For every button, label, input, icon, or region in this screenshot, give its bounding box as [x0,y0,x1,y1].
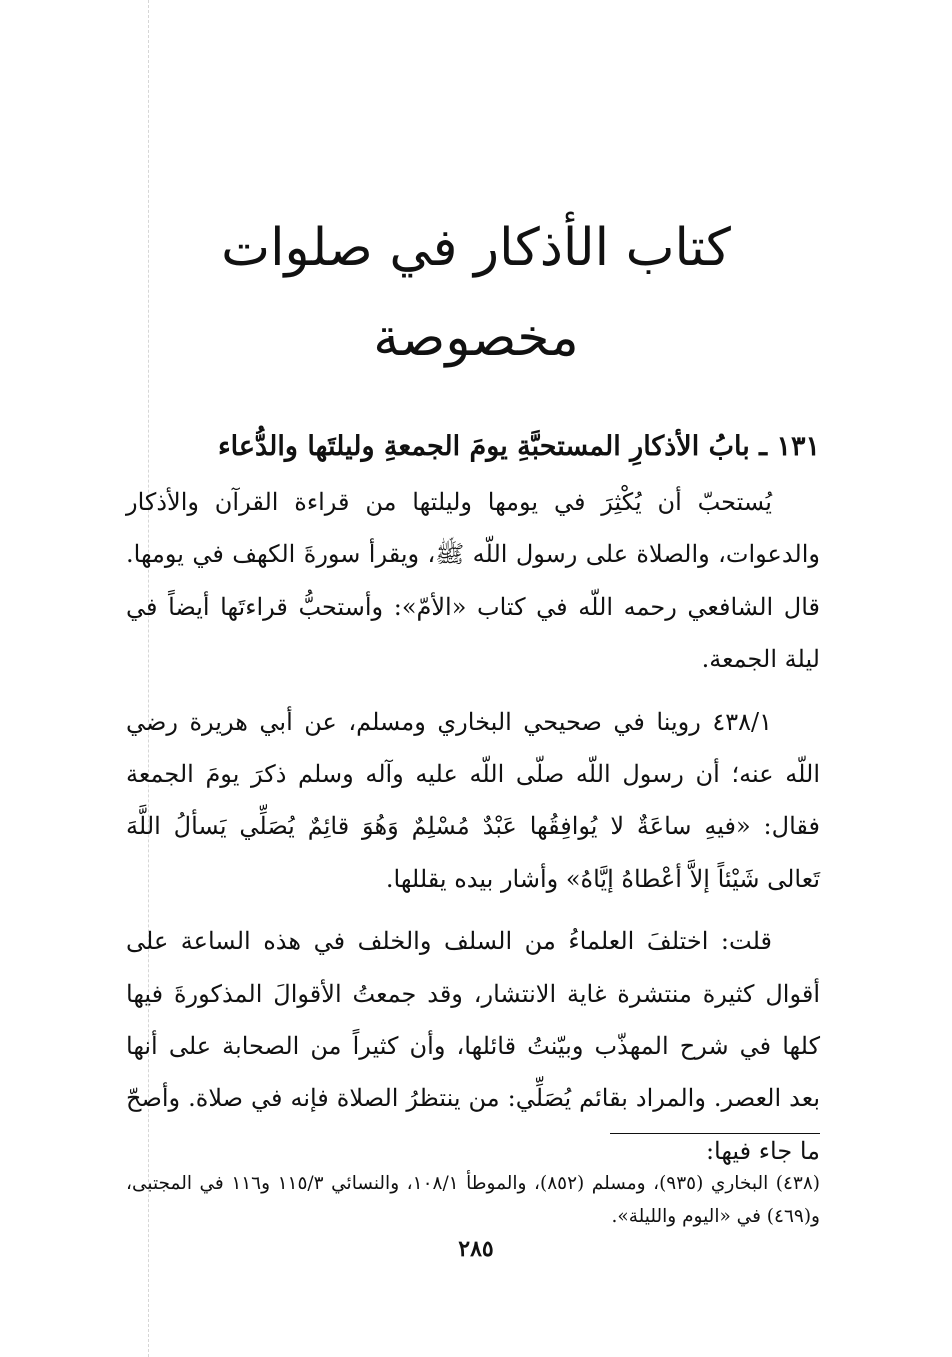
paragraph-hadith: ٤٣٨/١ روينا في صحيحي البخاري ومسلم، عن أبي هريرة رضي اللّه عنه؛ أن رسول اللّه صلّى اللّه عليه وآله وسلم ذكرَ يومَ الجمعة فقال: «فيهِ ساعَةٌ لا يُوافِقُها عَبْدٌ مُسْلِمٌ وَهُوَ قائِمٌ يُصَلِّي يَسألُ اللَّهَ تَعالى شَيْئاً إلاَّ أعْطاهُ إيَّاهُ» وأشار بيده يقللها. [126,707,820,893]
chapter-body [126,424,820,1177]
book-title: كتاب الأذكار في صلوات مخصوصة [221,217,731,368]
paragraph-commentary: قلت: اختلفَ العلماءُ من السلف والخلف في هذه الساعة على أقوال كثيرة منتشرة غاية الانتشار، وقد جمعتُ الأقوالَ المذكورةَ فيها كلها في شرح المهذّب وبيّنتُ قائلها، وأن كثيراً من الصحابة على أنها بعد العصر. والمراد بقائم يُصَلِّي: من ينتظرُ الصلاة فإنه في صلاة. وأصحّ ما جاء فيها: [126,927,820,1165]
chapter-heading: ١٣١ ـ بابُ الأذكارِ المستحبَّةِ يومَ الجمعةِ وليلتَها والدُّعاء [217,431,820,462]
page-number: ٢٨٥ [458,1236,494,1262]
footnote-separator [610,1133,820,1134]
footnote: (٤٣٨) البخاري (٩٣٥)، ومسلم (٨٥٢)، والموطأ ١٠٨/١، والنسائي ١١٥/٣ و١١٦ في المجتبى، و(٤٦٩) في «اليوم والليلة». [126,1172,820,1227]
paragraph-intro: يُستحبّ أن يُكْثِرَ في يومها وليلتها من قراءة القرآن والأذكار والدعوات، والصلاة على رسول اللّه ﷺ، ويقرأ سورةَ الكهف في يومها. قال الشافعي رحمه اللّه في كتاب «الأمّ»: وأستحبُّ قراءتَها أيضاً في ليلة الجمعة. [126,488,820,674]
